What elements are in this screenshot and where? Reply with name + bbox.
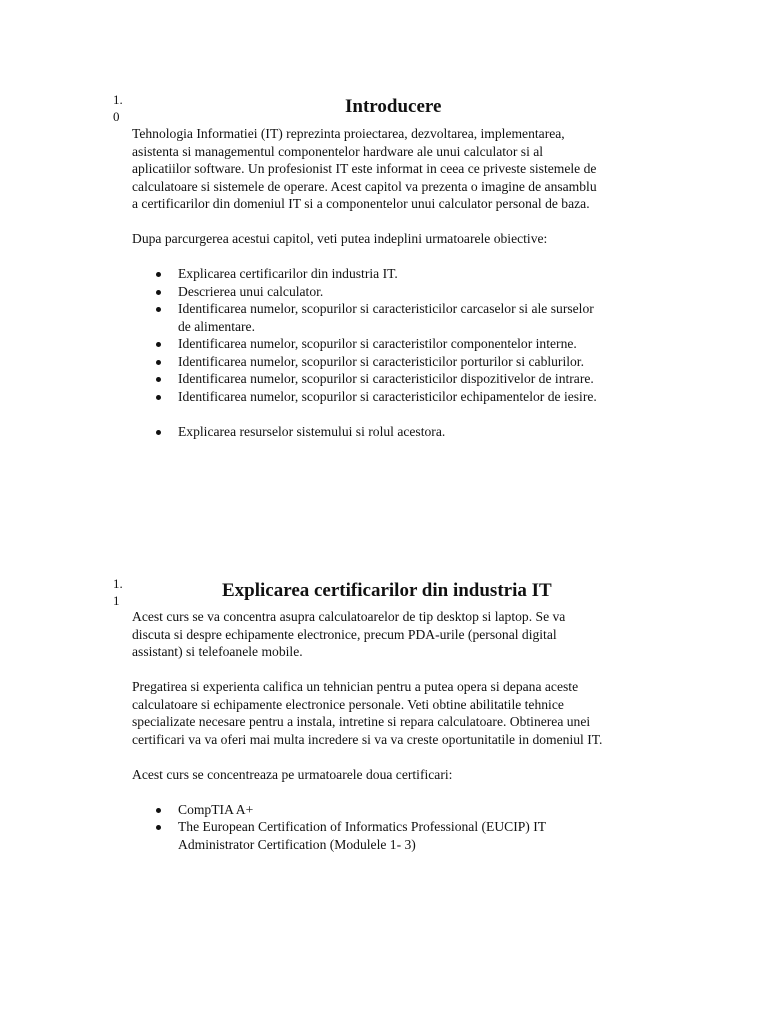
list-item	[132, 335, 604, 353]
bullet-icon	[156, 377, 161, 382]
list-item	[132, 818, 604, 853]
list-item	[132, 388, 604, 406]
list-item-text: Identificarea numelor, scopurilor si caracteristicilor dispozitivelor de intrare.	[178, 371, 594, 386]
list-item-text: Identificarea numelor, scopurilor si caracteristicilor carcaselor si ale surselor de alimentare.	[178, 301, 594, 334]
list-item	[132, 265, 604, 283]
paragraph: Acest curs se va concentra asupra calculatoarelor de tip desktop si laptop. Se va discuta si despre echipamente electronice, precum PDA-urile (personal digital assistant) si telefoanele mobile.	[132, 609, 566, 659]
section-title: Explicarea certificarilor din industria IT	[222, 580, 552, 601]
list-item-text: Identificarea numelor, scopurilor si caracteristicilor porturilor si cablurilor.	[178, 353, 584, 369]
bullet-icon	[156, 272, 161, 277]
list-item-text: Explicarea certificarilor din industria IT.	[178, 266, 398, 281]
spacer	[132, 405, 604, 423]
list-item	[132, 353, 604, 371]
section-number: 1.1	[113, 576, 123, 608]
bullet-icon	[156, 430, 161, 435]
list-item-text: Descrierea unui calculator.	[178, 283, 324, 299]
section-body	[132, 125, 604, 440]
list-item-text: The European Certification of Informatics Professional (EUCIP) IT Administrator Certification (Modulele 1- 3)	[178, 819, 546, 852]
paragraph: Pregatirea si experienta califica un tehnician pentru a putea opera si depana aceste calculatoare si echipamente electronice personale. Veti obtine abilitatile tehnice specializate necesare pentru a instala, intretine si repara calculatoare. Obtinerea unei certificari va va oferi mai multa incredere si va va creste oportunitatile in domeniul IT.	[132, 679, 603, 747]
list-item	[132, 423, 604, 441]
list-item-text: Identificarea numelor, scopurilor si caracteristilor componentelor interne.	[178, 336, 577, 351]
bullet-icon	[156, 307, 161, 312]
bullet-icon	[156, 808, 161, 813]
list-item	[132, 300, 604, 335]
bullet-icon	[156, 825, 161, 830]
objectives-list	[132, 265, 604, 405]
list-item-text: Identificarea numelor, scopurilor si caracteristicilor echipamentelor de iesire.	[178, 388, 597, 404]
bullet-icon	[156, 290, 161, 295]
list-item	[132, 283, 604, 301]
list-item	[132, 370, 604, 388]
section-number: 1.0	[113, 92, 123, 124]
paragraph: Acest curs se concentreaza pe urmatoarele doua certificari:	[132, 766, 453, 782]
bullet-icon	[156, 342, 161, 347]
paragraph: Tehnologia Informatiei (IT) reprezinta proiectarea, dezvoltarea, implementarea, asistenta si managementul componentelor hardware ale unui calculator si al aplicatiilor software. Un profesionist IT este informat in ceea ce priveste sistemele de calculatoare si sistemele de operare. Acest capitol va prezenta o imagine de ansamblu a certificarilor din domeniul IT si a componentelor unui calculator personal de baza.	[132, 126, 597, 211]
certifications-list	[132, 801, 604, 854]
bullet-icon	[156, 360, 161, 365]
bullet-icon	[156, 395, 161, 400]
list-item-text: Explicarea resurselor sistemului si rolul acestora.	[178, 423, 446, 439]
list-item	[132, 801, 604, 819]
list-item-text: CompTIA A+	[178, 801, 254, 817]
paragraph: Dupa parcurgerea acestui capitol, veti putea indeplini urmatoarele obiective:	[132, 231, 548, 246]
section-title: Introducere	[345, 96, 442, 117]
objectives-list-extra	[132, 423, 604, 441]
section-body	[132, 608, 604, 853]
